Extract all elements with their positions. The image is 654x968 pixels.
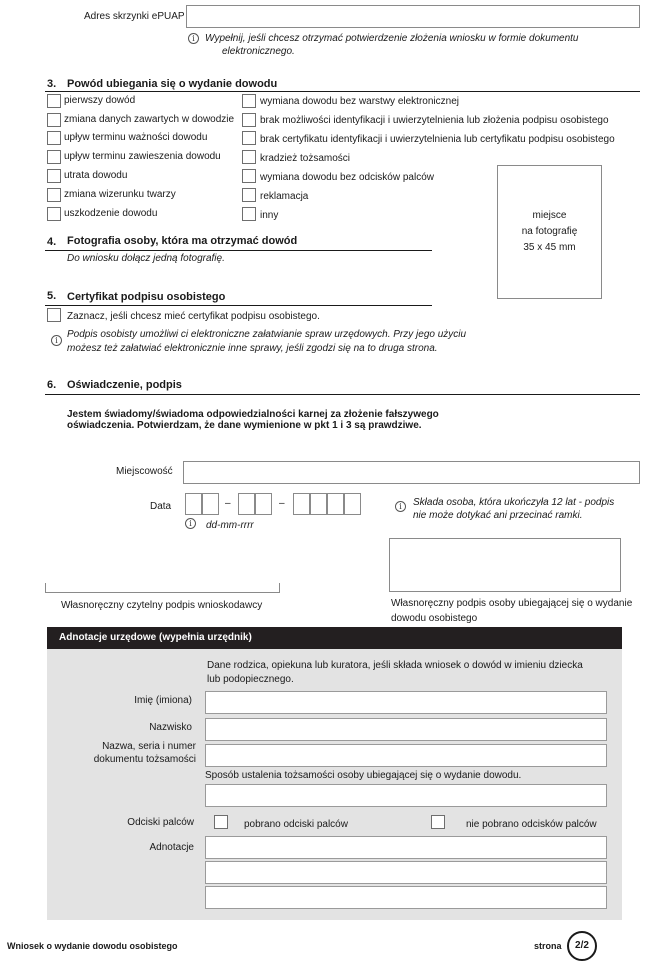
- section4-note: Do wniosku dołącz jedną fotografię.: [67, 253, 225, 264]
- official-annotations-header: Adnotacje urzędowe (wypełnia urzędnik): [47, 627, 622, 649]
- reason-label: reklamacja: [260, 191, 309, 202]
- footer-title: Wniosek o wydanie dowodu osobistego: [7, 941, 178, 951]
- date-year-digit[interactable]: [293, 493, 310, 515]
- reason-checkbox[interactable]: [47, 188, 61, 202]
- under12-note-line2: nie może dotykać ani przecinać ramki.: [413, 510, 583, 521]
- info-icon: i: [51, 335, 62, 346]
- certificate-label: Zaznacz, jeśli chcesz mieć certyfikat podpisu osobistego.: [67, 311, 320, 322]
- date-day-digit[interactable]: [202, 493, 219, 515]
- last-name-label: Nazwisko: [149, 722, 192, 733]
- identity-doc-field[interactable]: [205, 744, 607, 767]
- fingerprints-taken-checkbox[interactable]: [214, 815, 228, 829]
- reason-label: brak możliwości identyfikacji i uwierzytelnienia lub złożenia podpisu osobistego: [260, 115, 609, 126]
- fingerprints-not-taken-label: nie pobrano odcisków palców: [466, 819, 597, 830]
- reason-checkbox[interactable]: [242, 94, 256, 108]
- person-signature-label-line1: Własnoręczny podpis osoby ubiegającej się o wydanie: [391, 598, 633, 609]
- date-day-digit[interactable]: [185, 493, 202, 515]
- reason-label: uszkodzenie dowodu: [64, 208, 158, 219]
- section4-title: Fotografia osoby, która ma otrzymać dowód: [67, 235, 298, 247]
- date-separator: –: [279, 498, 285, 509]
- photo-line3: 35 x 45 mm: [523, 242, 576, 253]
- first-name-label: Imię (imiona): [134, 695, 192, 706]
- place-input[interactable]: [183, 461, 640, 484]
- under12-note-line1: Składa osoba, która ukończyła 12 lat - podpis: [413, 497, 615, 508]
- epuap-note-line2: elektronicznego.: [222, 46, 295, 57]
- reason-checkbox[interactable]: [242, 113, 256, 127]
- section4-number: 4.: [47, 236, 57, 248]
- date-year-digit[interactable]: [310, 493, 327, 515]
- identity-doc-label-line2: dokumentu tożsamości: [93, 754, 196, 765]
- place-label: Miejscowość: [116, 466, 173, 477]
- section3-number: 3.: [47, 78, 57, 90]
- reason-checkbox[interactable]: [47, 150, 61, 164]
- reason-checkbox[interactable]: [242, 150, 256, 164]
- person-signature-label-line2: dowodu osobistego: [391, 613, 478, 624]
- section6-number: 6.: [47, 379, 57, 391]
- page-number-badge: 2/2: [567, 931, 597, 961]
- section4-rule: [45, 250, 432, 251]
- footer-page-label: strona: [534, 941, 562, 951]
- reason-checkbox[interactable]: [242, 188, 256, 202]
- notes-label: Adnotacje: [149, 842, 194, 853]
- fingerprints-taken-label: pobrano odciski palców: [244, 819, 348, 830]
- identity-doc-label-line1: Nazwa, seria i numer: [102, 741, 196, 752]
- first-name-field[interactable]: [205, 691, 607, 714]
- reason-label: wymiana dowodu bez warstwy elektronicznej: [260, 96, 459, 107]
- reason-checkbox[interactable]: [47, 113, 61, 127]
- reason-checkbox[interactable]: [47, 169, 61, 183]
- certificate-note-line1: Podpis osobisty umożliwi ci elektroniczne załatwianie spraw urzędowych. Przy jego użyciu: [67, 329, 467, 340]
- guardian-note-line1: Dane rodzica, opiekuna lub kuratora, jeśli składa wniosek o dowód w imieniu dziecka: [207, 660, 583, 671]
- fingerprints-label: Odciski palców: [127, 817, 194, 828]
- date-year-digit[interactable]: [327, 493, 344, 515]
- notes-field-3[interactable]: [205, 886, 607, 909]
- reason-label: inny: [260, 210, 279, 221]
- statement-line1: Jestem świadomy/świadoma odpowiedzialności karnej za złożenie fałszywego: [67, 409, 439, 420]
- reason-checkbox[interactable]: [242, 169, 256, 183]
- identity-method-label: Sposób ustalenia tożsamości osoby ubiegającej się o wydanie dowodu.: [205, 770, 522, 781]
- guardian-note-line2: lub podopiecznego.: [207, 674, 294, 685]
- fingerprints-not-taken-checkbox[interactable]: [431, 815, 445, 829]
- date-month-digit[interactable]: [255, 493, 272, 515]
- reason-label: zmiana wizerunku twarzy: [64, 189, 176, 200]
- photo-line1: miejsce: [532, 210, 567, 221]
- section5-rule: [45, 305, 432, 306]
- section5-number: 5.: [47, 290, 57, 302]
- date-month-digit[interactable]: [238, 493, 255, 515]
- reason-checkbox[interactable]: [242, 131, 256, 145]
- certificate-note-line2: możesz też załatwiać elektronicznie inne sprawy, jeśli zgodzi się na to druga strona.: [67, 343, 438, 354]
- identity-method-field[interactable]: [205, 784, 607, 807]
- date-year-digit[interactable]: [344, 493, 361, 515]
- section3-title: Powód ubiegania się o wydanie dowodu: [67, 78, 278, 90]
- section5-title: Certyfikat podpisu osobistego: [67, 291, 226, 303]
- epuap-note-line1: Wypełnij, jeśli chcesz otrzymać potwierdzenie złożenia wniosku w formie dokumentu: [205, 33, 579, 44]
- applicant-signature-label: Własnoręczny czytelny podpis wnioskodawcy: [61, 600, 263, 611]
- statement-line2: oświadczenia. Potwierdzam, że dane wymienione w pkt 1 i 3 są prawdziwe.: [67, 420, 422, 431]
- date-format-hint: dd-mm-rrrr: [206, 520, 254, 531]
- section3-rule: [45, 91, 640, 92]
- person-signature-box[interactable]: [389, 538, 621, 592]
- section6-rule: [45, 394, 640, 395]
- reason-label: utrata dowodu: [64, 170, 128, 181]
- info-icon: i: [395, 501, 406, 512]
- notes-field-1[interactable]: [205, 836, 607, 859]
- reason-label: wymiana dowodu bez odcisków palców: [260, 172, 434, 183]
- last-name-field[interactable]: [205, 718, 607, 741]
- certificate-checkbox[interactable]: [47, 308, 61, 322]
- reason-checkbox[interactable]: [47, 131, 61, 145]
- epuap-input[interactable]: [186, 5, 640, 28]
- reason-label: pierwszy dowód: [64, 95, 136, 106]
- reason-checkbox[interactable]: [242, 207, 256, 221]
- reason-label: upływ terminu zawieszenia dowodu: [64, 151, 221, 162]
- date-separator: –: [225, 498, 231, 509]
- section6-title: Oświadczenie, podpis: [67, 379, 182, 391]
- photo-placeholder-box: [497, 165, 602, 299]
- applicant-signature-area[interactable]: [45, 583, 280, 593]
- date-label: Data: [150, 501, 172, 512]
- reason-label: kradzież tożsamości: [260, 153, 351, 164]
- info-icon: i: [188, 33, 199, 44]
- reason-label: upływ terminu ważności dowodu: [64, 132, 208, 143]
- reason-checkbox[interactable]: [47, 94, 61, 108]
- epuap-label: Adres skrzynki ePUAP: [84, 11, 185, 22]
- reason-label: brak certyfikatu identyfikacji i uwierzytelnienia lub certyfikatu podpisu osobistego: [260, 134, 615, 145]
- reason-label: zmiana danych zawartych w dowodzie: [64, 114, 235, 125]
- notes-field-2[interactable]: [205, 861, 607, 884]
- photo-line2: na fotografię: [521, 226, 578, 237]
- info-icon: i: [185, 518, 196, 529]
- reason-checkbox[interactable]: [47, 207, 61, 221]
